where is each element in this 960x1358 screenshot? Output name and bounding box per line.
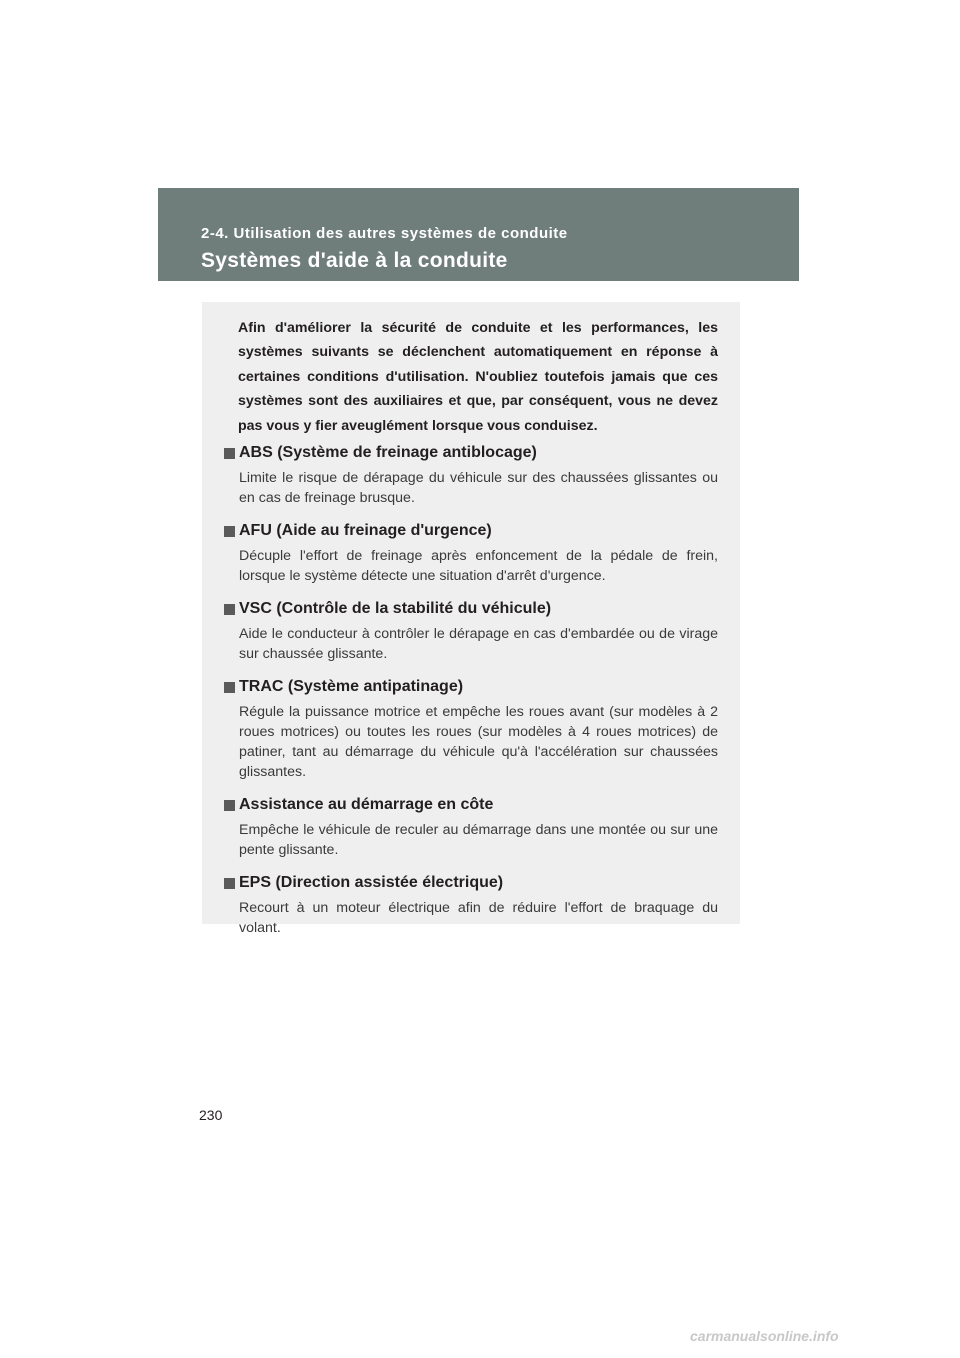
square-bullet-icon (224, 682, 235, 693)
section-label: 2-4. Utilisation des autres systèmes de conduite (201, 225, 568, 242)
section-body: Aide le conducteur à contrôler le dérapage en cas d'embardée ou de virage sur chaussée glissante. (239, 626, 718, 662)
system-list (224, 442, 718, 950)
system-section (224, 872, 718, 938)
system-section (224, 598, 718, 664)
page-title: Systèmes d'aide à la conduite (201, 249, 508, 272)
square-bullet-icon (224, 448, 235, 459)
section-body: Recourt à un moteur électrique afin de réduire l'effort de braquage du volant. (239, 900, 718, 936)
section-heading (224, 794, 718, 816)
chapter-header (158, 188, 799, 281)
intro-paragraph: Afin d'améliorer la sécurité de conduite et les performances, les systèmes suivants se déclenchent automatiquement en réponse à certaines conditions d'utilisation. N'oubliez toutefois jamais que ces systèmes sont des auxiliaires et que, par conséquent, vous ne devez pas vous y fier aveuglément lorsque vous conduisez. (238, 320, 718, 434)
square-bullet-icon (224, 526, 235, 537)
square-bullet-icon (224, 878, 235, 889)
square-bullet-icon (224, 604, 235, 615)
system-section (224, 794, 718, 860)
watermark: carmanualsonline.info (690, 1328, 839, 1344)
section-title: VSC (Contrôle de la stabilité du véhicule) (239, 600, 552, 617)
section-body: Régule la puissance motrice et empêche les roues avant (sur modèles à 2 roues motrices) ou toutes les roues (sur modèles à 4 roues motrices) de patiner, tant au démarrage du véhicule qu'à l'accélération sur chaussées glissantes. (239, 704, 718, 780)
section-title: TRAC (Système antipatinage) (239, 678, 464, 695)
square-bullet-icon (224, 800, 235, 811)
section-heading (224, 598, 718, 620)
system-section (224, 520, 718, 586)
section-title: EPS (Direction assistée électrique) (239, 874, 504, 891)
page-number: 230 (199, 1107, 223, 1123)
section-heading (224, 676, 718, 698)
section-body: Empêche le véhicule de reculer au démarrage dans une montée ou sur une pente glissante. (239, 822, 718, 858)
section-body: Décuple l'effort de freinage après enfoncement de la pédale de frein, lorsque le système détecte une situation d'arrêt d'urgence. (239, 548, 718, 584)
section-heading (224, 872, 718, 894)
section-title: ABS (Système de freinage antiblocage) (239, 444, 537, 461)
system-section (224, 442, 718, 508)
section-heading (224, 520, 718, 542)
system-section (224, 676, 718, 782)
section-title: Assistance au démarrage en côte (239, 796, 494, 813)
section-body: Limite le risque de dérapage du véhicule sur des chaussées glissantes ou en cas de freinage brusque. (239, 470, 718, 506)
section-title: AFU (Aide au freinage d'urgence) (239, 522, 492, 539)
section-heading (224, 442, 718, 464)
content-box (202, 302, 740, 936)
